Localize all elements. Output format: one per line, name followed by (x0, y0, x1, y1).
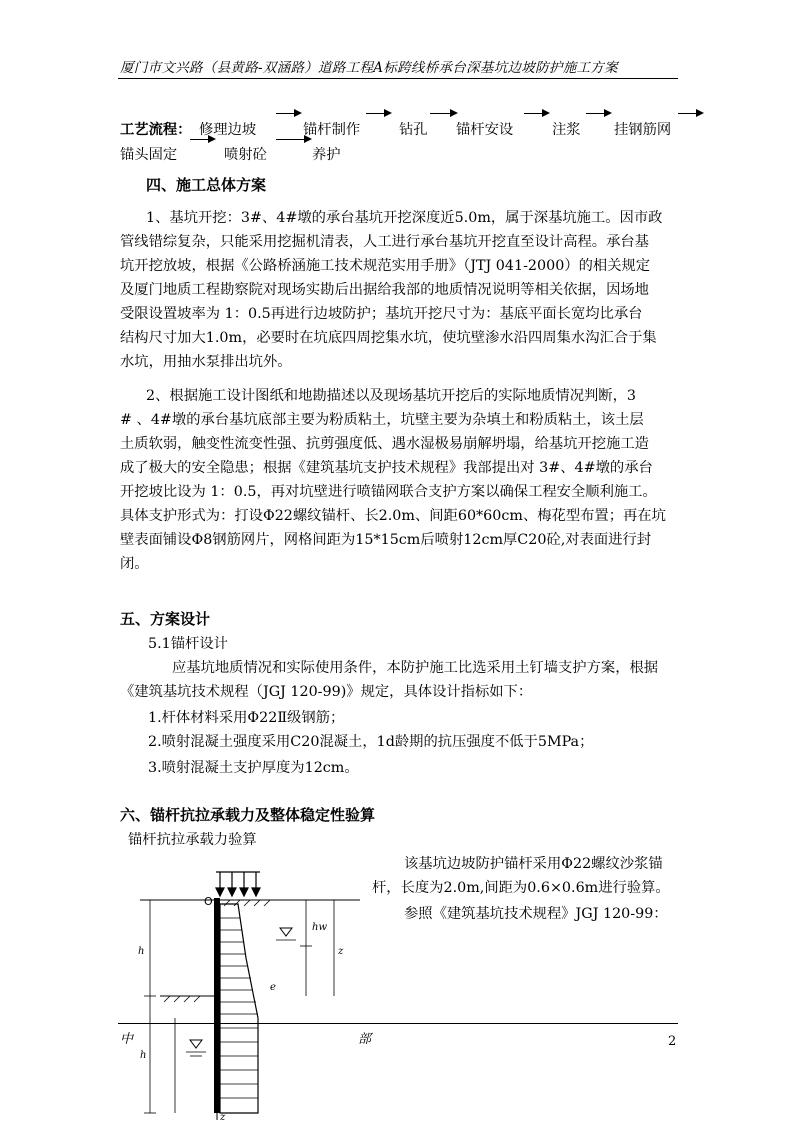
paragraph-line: 参照《建筑基坑技术规程》JGJ 120-99： (404, 906, 668, 922)
spec-item: 2.喷射混凝土强度采用C20混凝土，1d龄期的抗压强度不低于5MPa； (148, 734, 594, 750)
section-heading: 五、方案设计 (120, 610, 211, 628)
figure-label: h (138, 946, 145, 957)
section-heading: 六、锚杆抗拉承载力及整体稳定性验算 (120, 806, 376, 824)
flow-step: 锚头固定 (120, 147, 178, 163)
flow-arrow (190, 139, 214, 140)
paragraph-line: 《建筑基坑技术规程（JGJ 120-99)》规定，具体设计指标如下： (120, 684, 533, 700)
footer-mid-text: 部 (358, 1032, 372, 1047)
flow-step: 养护 (312, 147, 341, 163)
figure-label: O (204, 895, 213, 908)
flow-arrow (524, 113, 548, 114)
paragraph-line: 管线错综复杂，只能采用挖掘机清表，人工进行承台基坑开挖直至设计高程。承台基 (120, 234, 649, 250)
paragraph-line: 水坑，用抽水泵排出坑外。 (120, 354, 292, 370)
paragraph-line: 1、基坑开挖：3#、4#墩的承台基坑开挖深度近5.0m，属于深基坑施工。因市政 (146, 210, 663, 226)
spec-item: 3.喷射混凝土支护厚度为12cm。 (148, 760, 359, 776)
flow-step: 修理边坡 (199, 122, 257, 138)
paragraph-line: 闭。 (120, 556, 149, 572)
flow-arrow (366, 113, 390, 114)
flow-arrow (276, 139, 310, 140)
flow-step: 钻孔 (399, 122, 428, 138)
flow-arrow (276, 113, 300, 114)
flow-arrow (586, 113, 610, 114)
paragraph-line: 受限设置坡率为 1：0.5再进行边坡防护；基坑开挖尺寸为：基底平面长宽均比承台 (120, 306, 643, 322)
flow-step: 注浆 (552, 122, 581, 138)
paragraph-line: 2、根据施工设计图纸和地勘描述以及现场基坑开挖后的实际地质情况判断，3 (146, 388, 636, 404)
paragraph-line: 应基坑地质情况和实际使用条件，本防护施工比选采用土钉墙支护方案，根据 (172, 660, 659, 676)
paragraph-line: 具体支护形式为：打设Φ22螺纹锚杆、长2.0m、间距60*60cm、梅花型布置；再在坑 (120, 508, 666, 524)
flow-step: 锚杆制作 (303, 122, 361, 138)
paragraph-line: 壁表面铺设Φ8钢筋网片，网格间距为15*15cm后喷射12cm厚C20砼,对表面进行封 (120, 532, 652, 548)
footer-rule (118, 1023, 678, 1024)
subsection-heading: 5.1锚杆设计 (148, 636, 228, 652)
spec-item: 1.杆体材料采用Φ22Ⅱ级钢筋； (148, 710, 345, 726)
subsection-heading: 锚杆抗拉承载力验算 (128, 832, 257, 848)
footer-left-text: 中 (120, 1032, 134, 1047)
flow-step: 喷射砼 (224, 147, 267, 163)
flow-arrow (430, 113, 456, 114)
paragraph-line: 及厦门地质工程勘察院对现场实勘后出据给我部的地质情况说明等相关依据，因场地 (120, 282, 649, 298)
paragraph-line: 成了极大的安全隐患；根据《建筑基坑支护技术规程》我部提出对 3#、4#墩的承台 (120, 460, 653, 476)
paragraph-line: 土质软弱，触变性流变性强、抗剪强度低、遇水湿极易崩解坍塌，给基坑开挖施工造 (120, 436, 649, 452)
paragraph-line: # 、4#墩的承台基坑底部主要为粉质粘土，坑壁主要为杂填土和粉质粘土，该土层 (120, 412, 644, 428)
header-rule (118, 78, 678, 79)
figure-label: h (140, 1050, 147, 1061)
soil-pressure-diagram (120, 868, 370, 1123)
flow-label: 工艺流程： (120, 122, 192, 138)
figure-label: e (270, 982, 276, 993)
figure-label: hw (312, 922, 327, 933)
flow-arrow (678, 113, 702, 114)
flow-step: 挂钢筋网 (614, 122, 672, 138)
page-number: 2 (668, 1034, 677, 1049)
page-header-title: 厦门市文兴路（县黄路-双涵路）道路工程A标跨线桥承台深基坑边坡防护施工方案 (120, 60, 618, 76)
paragraph-line: 结构尺寸加大1.0m，必要时在坑底四周挖集水坑，使坑壁渗水沿四周集水沟汇合于集 (120, 330, 657, 346)
paragraph-line: 杆，长度为2.0m,间距为0.6×0.6m进行验算。 (372, 880, 670, 896)
figure-label: z (338, 946, 344, 957)
section-heading: 四、施工总体方案 (146, 176, 267, 194)
paragraph-line: 开挖坡比设为 1：0.5，再对坑壁进行喷锚网联合支护方案以确保工程安全顺利施工。 (120, 484, 657, 500)
paragraph-line: 该基坑边坡防护锚杆采用Φ22螺纹沙浆锚 (404, 856, 663, 872)
figure-label: z (220, 1112, 226, 1123)
flow-step: 锚杆安设 (456, 122, 514, 138)
paragraph-line: 坑开挖放坡，根据《公路桥涵施工技术规范实用手册》（JTJ 041-2000）的相关规定 (120, 258, 651, 274)
